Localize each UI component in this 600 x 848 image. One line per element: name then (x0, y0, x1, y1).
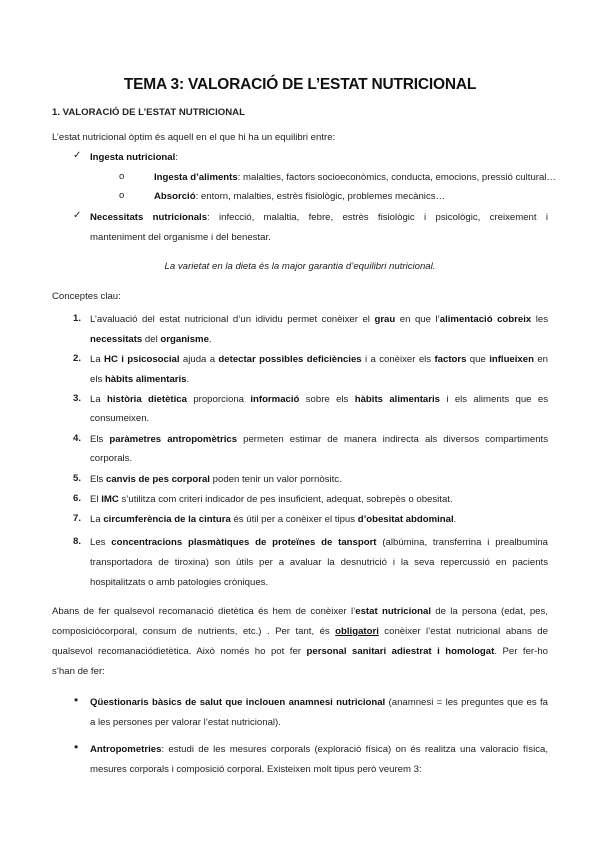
list-item-continuation: corporals. (90, 453, 133, 464)
list-number: 2. (73, 353, 82, 364)
circle-bullet-icon: o (119, 171, 125, 182)
list-number: 7. (73, 513, 82, 524)
sub-item-text: : malalties, factors socioeconòmics, conducta, emocions, pressió cultural… (237, 172, 557, 183)
list-number: 4. (73, 433, 82, 444)
list-item-continuation: hospitalitzats o amb patologies cròniques. (90, 577, 269, 588)
list-item: L’avaluació del estat nutricional d’un idividu permet conèixer el grau en que l’alimentació cobreix les (90, 314, 548, 325)
list-number: 5. (73, 473, 82, 484)
paragraph-line: composiciócorporal, consum de nutrients, etc.) . Per tant, és obligatori conèixer l’estat nutricional abans de (52, 626, 548, 637)
list-item (90, 211, 548, 224)
list-number: 8. (73, 536, 82, 547)
bullet-icon: • (74, 693, 79, 707)
list-item-continuation: els hàbits alimentaris. (90, 374, 190, 385)
list-item: La circumferència de la cintura és útil per a conèixer el tipus d’obesitat abdominal. (90, 514, 457, 525)
conceptes-heading: Conceptes clau: (52, 291, 121, 302)
checkmark-icon: ✓ (73, 150, 82, 161)
list-item-continuation: a les persones per valorar l’estat nutricional). (90, 717, 281, 728)
list-number: 3. (73, 393, 82, 404)
sub-item-text: : entorn, malalties, estrès fisiològic, problemes mecànics… (195, 191, 446, 202)
list-number: 1. (73, 313, 82, 324)
sub-item (154, 171, 556, 184)
intro-paragraph: L’estat nutricional òptim és aquell en el que hi ha un equilibri entre: (52, 132, 336, 143)
list-item: Les concentracions plasmàtiques de proteïnes de tansport (albúmina, transferrina i prealbumina (90, 537, 549, 548)
necessitats-label: Necessitats nutricionals (90, 212, 208, 223)
checkmark-icon: ✓ (73, 210, 82, 221)
paragraph-line: s’han de fer: (52, 666, 105, 677)
list-item-continuation: transportadora de tiroxina) son útils per a avaluar la desnutrició i la seva repercussió en pacients (90, 557, 548, 568)
paragraph-line: Abans de fer qualsevol recomanació dietètica és hem de conèixer l’estat nutricional de la persona (edat, pes, (52, 606, 548, 617)
list-item: Els paràmetres antropomètrics permeten estimar de manera indirecta als diversos compartiments (90, 434, 549, 445)
list-item: Els canvis de pes corporal poden tenir un valor pornòsitc. (90, 474, 342, 485)
bullet-icon: • (74, 740, 79, 754)
list-item-continuation: mesures corporals i composició corporal. Existeixen molt tipus però veurem 3: (90, 764, 422, 775)
circle-bullet-icon: o (119, 190, 125, 201)
necessitats-text: : infecció, malaltia, febre, estrès fisiològic i psicològic, creixement i (207, 212, 549, 223)
page-title: TEMA 3: VALORACIÓ DE L’ESTAT NUTRICIONAL (123, 76, 477, 93)
list-item: La història dietètica proporciona informació sobre els hàbits alimentaris i els aliments que es (90, 394, 549, 405)
sub-item-label: Ingesta d’aliments (154, 172, 238, 183)
paragraph-line: qualsevol recomanaciódietètica. Això només ho pot fer personal sanitari adiestrat i homologat. Per fer-ho (52, 646, 548, 657)
sub-item-label: Absorció (154, 191, 196, 202)
necessitats-continuation: manteniment del organisme i del benestar. (90, 232, 271, 243)
list-item-continuation: consumeixen. (90, 413, 150, 424)
list-item: La HC i psicosocial ajuda a detectar possibles deficiències i a conèixer els factors que influeixen en (90, 354, 548, 365)
quote: La varietat en la dieta és la major garantia d’equilibri nutricional. (164, 261, 436, 272)
list-number: 6. (73, 493, 82, 504)
list-item: Qüestionaris bàsics de salut que inclouen anamnesi nutricional (anamnesi = les preguntes que es fa (90, 697, 548, 708)
list-item-continuation: necessitats del organisme. (90, 334, 212, 345)
list-item: Antropometries: estudi de les mesures corporals (exploració física) on és realitza una valoracio física, (90, 744, 548, 755)
sub-item (154, 190, 445, 203)
section-heading: 1. VALORACIÓ DE L’ESTAT NUTRICIONAL (52, 107, 245, 118)
ingesta-title: Ingesta nutricional (90, 152, 176, 163)
list-item: Ingesta nutricional: (90, 152, 178, 163)
list-item: El IMC s’utilitza com criteri indicador de pes insuficient, adequat, sobrepès o obesitat. (90, 494, 453, 505)
